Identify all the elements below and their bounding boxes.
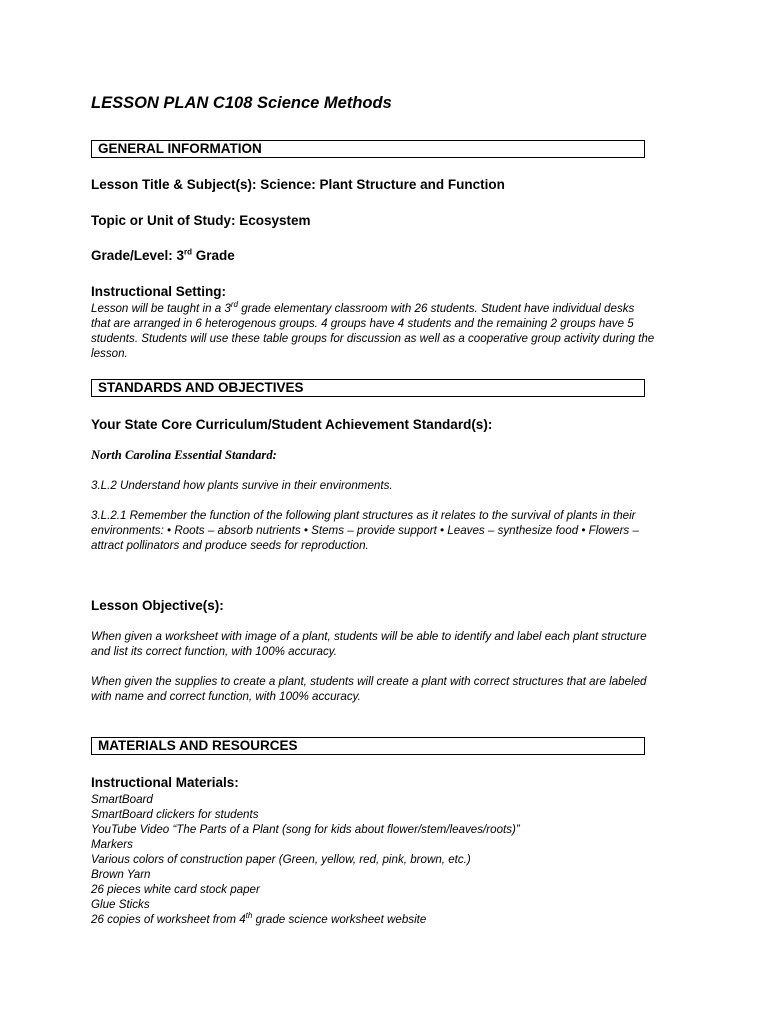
materials-item: 26 pieces white card stock paper — [91, 883, 260, 896]
objective-1: When given a worksheet with image of a plant, students will be able to identify and label each plant structure and list its correct function, with 100% accuracy. — [91, 630, 647, 658]
materials-item: YouTube Video “The Parts of a Plant (song for kids about flower/stem/leaves/roots)” — [91, 823, 520, 836]
materials-item: Brown Yarn — [91, 868, 151, 881]
grade-level-sup: rd — [184, 247, 193, 257]
setting-text-part2: grade elementary classroom with 26 students. Student have individual desks that are arranged in 6 heterogenous groups. 4 groups have 4 students and the remaining 2 groups have 5 students. Students will use these table groups for discussion as well as a cooperative group activity during the lesson. — [91, 302, 655, 360]
grade-level-line — [91, 248, 235, 263]
topic-line: Topic or Unit of Study: Ecosystem — [91, 213, 311, 228]
lesson-title-line: Lesson Title & Subject(s): Science: Plant Structure and Function — [91, 177, 505, 192]
materials-item: SmartBoard clickers for students — [91, 808, 259, 821]
materials-item: Glue Sticks — [91, 898, 150, 911]
lesson-objectives-heading: Lesson Objective(s): — [91, 598, 224, 613]
standards-heading: Your State Core Curriculum/Student Achievement Standard(s): — [91, 417, 493, 432]
section-materials-resources: MATERIALS AND RESOURCES — [91, 737, 645, 755]
standard-3l21: 3.L.2.1 Remember the function of the following plant structures as it relates to the survival of plants in their environments: • Roots – absorb nutrients • Stems – provide support • Leaves – synthesize food • Flowers – attract pollinators and produce seeds for reproduction. — [91, 509, 639, 552]
materials-list — [91, 792, 656, 927]
instructional-setting-heading: Instructional Setting: — [91, 284, 226, 299]
materials-item: Markers — [91, 838, 133, 851]
instructional-materials-heading: Instructional Materials: — [91, 775, 239, 790]
standard-3l2: 3.L.2 Understand how plants survive in their environments. — [91, 479, 393, 492]
materials-item: Various colors of construction paper (Green, yellow, red, pink, brown, etc.) — [91, 853, 471, 866]
worksheet-prefix: 26 copies of worksheet from 4 — [91, 913, 246, 926]
section-general-information: GENERAL INFORMATION — [91, 140, 645, 158]
setting-text-sup: rd — [230, 300, 238, 310]
objective-2: When given the supplies to create a plant, students will create a plant with correct structures that are labeled with name and correct function, with 100% accuracy. — [91, 675, 647, 703]
nc-essential-standard-label: North Carolina Essential Standard: — [91, 448, 277, 462]
setting-text-part1: Lesson will be taught in a 3 — [91, 302, 231, 315]
instructional-setting-text — [91, 301, 656, 361]
document-title: LESSON PLAN C108 Science Methods — [91, 94, 392, 112]
materials-item: SmartBoard — [91, 793, 153, 806]
worksheet-sup: th — [245, 911, 253, 921]
materials-item-worksheet — [91, 912, 656, 927]
worksheet-suffix: grade science worksheet website — [252, 913, 427, 926]
grade-level-suffix: Grade — [192, 248, 235, 263]
grade-level-prefix: Grade/Level: 3 — [91, 248, 185, 263]
section-standards-objectives: STANDARDS AND OBJECTIVES — [91, 379, 645, 397]
